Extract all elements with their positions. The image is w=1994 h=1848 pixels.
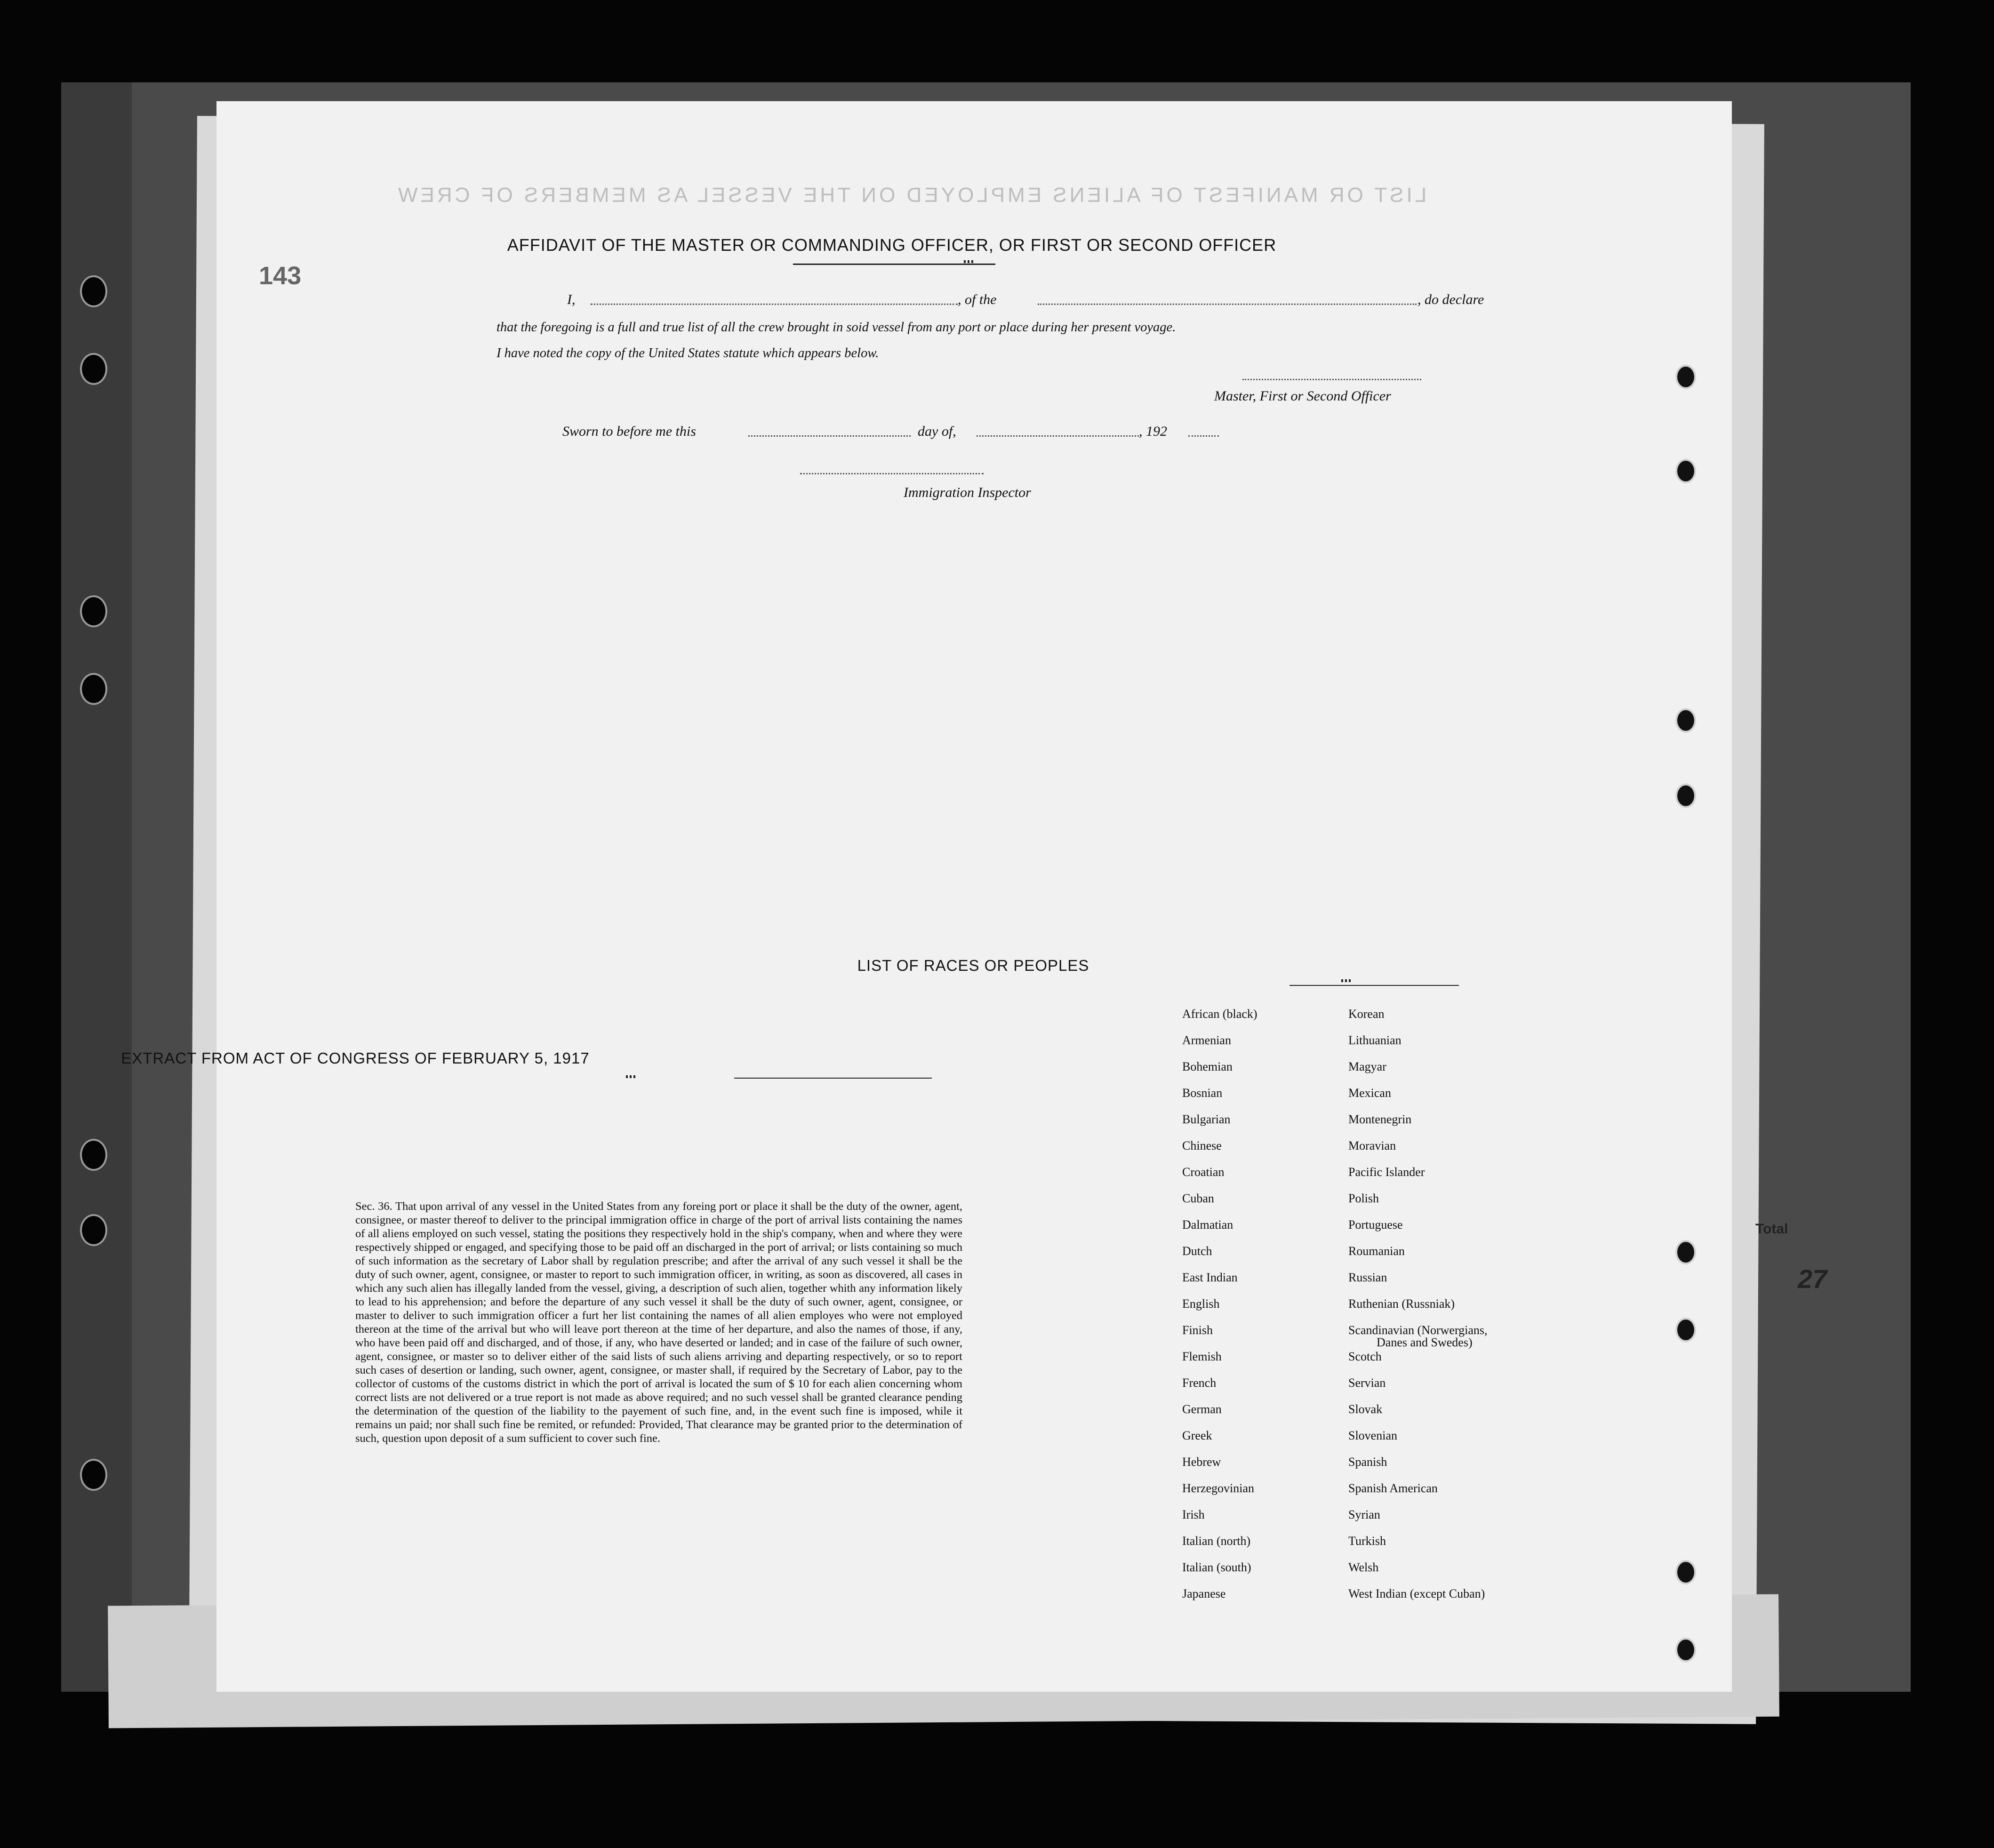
- signature-blank: [1242, 379, 1421, 380]
- binder-hole: [1675, 708, 1696, 733]
- race-item: Mexican: [1348, 1086, 1391, 1100]
- race-item: Montenegrin: [1348, 1112, 1412, 1126]
- binder-hole: [80, 353, 107, 385]
- race-item: Hebrew: [1182, 1455, 1221, 1469]
- race-item: African (black): [1182, 1007, 1257, 1021]
- affidavit-title: AFFIDAVIT OF THE MASTER OR COMMANDING OFFICER, OR FIRST OR SECOND OFFICER: [507, 235, 1277, 255]
- title-dots: [964, 260, 973, 263]
- binder-hole: [1675, 1318, 1696, 1342]
- binder-hole: [1675, 365, 1696, 389]
- race-item: Portuguese: [1348, 1218, 1403, 1232]
- race-item: English: [1182, 1297, 1220, 1311]
- extract-title-rule: [734, 1078, 932, 1079]
- race-item: Slovak: [1348, 1402, 1383, 1416]
- race-item: Welsh: [1348, 1560, 1379, 1574]
- race-item: Lithuanian: [1348, 1033, 1401, 1047]
- race-item: Pacific Islander: [1348, 1165, 1425, 1179]
- total-label: Total: [1755, 1221, 1788, 1237]
- race-item: Bohemian: [1182, 1060, 1233, 1073]
- race-item: Scotch: [1348, 1350, 1382, 1363]
- race-item: Russian: [1348, 1271, 1387, 1284]
- race-item: Bulgarian: [1182, 1112, 1231, 1126]
- affidavit-statement: that the foregoing is a full and true list of all the crew brought in soid vessel from any port or place during her present voyage.: [496, 320, 1176, 335]
- binder-hole: [1675, 1560, 1696, 1584]
- race-item: West Indian (except Cuban): [1348, 1587, 1485, 1600]
- race-item: Danes and Swedes): [1377, 1336, 1473, 1349]
- binder-hole: [80, 275, 107, 307]
- race-item: Chinese: [1182, 1139, 1222, 1152]
- sworn-day-of: day of,: [918, 424, 956, 439]
- vessel-name-blank: [1038, 304, 1417, 305]
- affidavit-page: [121, 101, 1732, 1692]
- race-item: Roumanian: [1348, 1244, 1405, 1258]
- sworn-month-blank: [977, 435, 1139, 437]
- ghost-manifest-title: LIST OR MANIFEST OF ALIENS EMPLOYED ON THE VESSEL AS MEMBERS OF CREW: [395, 184, 1427, 207]
- extract-body: Sec. 36. That upon arrival of any vessel in the United States from any foreing port or place it shall be the duty of the owner, agent, consignee, or master thereof to deliver to the principal immigration office in charge of the port of arrival lists containing the names of all aliens employed on such vessel, stating the positions they respectively hold in the ship's company, when and where they were respectively shipped or engaged, and specifying those to be paid off an discharged in the port of arrival; or lists containing so much of such information as the secretary of Labor shall by regulation prescribe; and after the arrival of any such vessel it shall be the duty of such owner, agent, consignee, or master to report to such immigration officer, in writing, as soon as discovered, all cases in which any such alien has illegally landed from the vessel, giving, a description of such alien, together whith any information likely to lead to his apprehension; and before the departure of any such vessel it shall be the duty of such owner, agent, consignee, or master to deliver to such immigration officer a furt her list containing the names of all alien employes who were not employed thereon at the time of the arrival but who will leave port thereon at the time of her departure, and also the names of those, if any, who have been paid off and discharged, and of those, if any, who have deserted or landed; and in case of the failure of such owner, agent, consignee, or master so to deliver either of the said lists of such aliens arriving and departing respectively, or so to report such cases of desertion or landing, such owner, agent, consignee, or master shall, if required by the Secretary of Labor, pay to the collector of customs of the customs district in which the port of arrival is located the sum of $ 10 for each alien concerning whom correct lists are not delivered or a true report is not made as above required; and no such vessel shall be granted clearance pending the determination of the question of the liability to the payement of such fine, and, in the event such fine is imposed, while it remains un paid; nor shall such fine be remited, or refunded: Provided, That clearance may be granted prior to the determination of such, question upon deposit of a sum sufficient to cover such fine.: [355, 1200, 962, 1445]
- affidavit-declare: , do declare: [1417, 292, 1484, 307]
- title-rule: [793, 264, 995, 265]
- binder-hole: [80, 673, 107, 705]
- race-item: Syrian: [1348, 1508, 1380, 1521]
- race-item: Moravian: [1348, 1139, 1396, 1152]
- race-item: Armenian: [1182, 1033, 1231, 1047]
- extract-title-dots: [626, 1075, 635, 1078]
- race-item: French: [1182, 1376, 1217, 1390]
- total-value: 27: [1798, 1264, 1827, 1294]
- races-title-dots: [1341, 979, 1351, 982]
- race-item: Servian: [1348, 1376, 1386, 1390]
- races-title: LIST OF RACES OR PEOPLES: [857, 957, 1089, 974]
- races-title-rule: [1289, 985, 1459, 986]
- binder-hole: [80, 1214, 107, 1246]
- race-item: East Indian: [1182, 1271, 1238, 1284]
- sworn-year: , 192: [1139, 424, 1167, 439]
- sworn-day-blank: [748, 435, 911, 437]
- race-item: Italian (north): [1182, 1534, 1251, 1548]
- affidavit-statute-note: I have noted the copy of the United States statute which appears below.: [496, 346, 879, 360]
- race-item: Polish: [1348, 1192, 1379, 1205]
- race-item: Greek: [1182, 1429, 1212, 1442]
- race-item: Dutch: [1182, 1244, 1212, 1258]
- binder-hole: [80, 1139, 107, 1171]
- race-item: Korean: [1348, 1007, 1385, 1021]
- race-item: Scandinavian (Norwergians,: [1348, 1323, 1488, 1337]
- inspector-signature-blank: [800, 473, 984, 474]
- race-item: Spanish American: [1348, 1481, 1438, 1495]
- binder-hole: [1675, 1638, 1696, 1662]
- affidavit-of-the: , of the: [958, 292, 997, 307]
- race-item: Japanese: [1182, 1587, 1226, 1600]
- races-right-column: [1348, 1007, 1488, 1613]
- race-item: Bosnian: [1182, 1086, 1223, 1100]
- race-item: Spanish: [1348, 1455, 1387, 1469]
- binder-spine: [61, 82, 132, 1692]
- race-item: Turkish: [1348, 1534, 1386, 1548]
- race-item: Herzegovinian: [1182, 1481, 1255, 1495]
- race-item: Cuban: [1182, 1192, 1214, 1205]
- race-item: Irish: [1182, 1508, 1205, 1521]
- race-item: Magyar: [1348, 1060, 1386, 1073]
- binder-hole: [1675, 459, 1696, 483]
- race-item: Croatian: [1182, 1165, 1225, 1179]
- binder-hole: [80, 1459, 107, 1491]
- race-item: Ruthenian (Russniak): [1348, 1297, 1455, 1311]
- signature-caption: Master, First or Second Officer: [1214, 388, 1391, 404]
- race-item-continuation: [1377, 1336, 1473, 1362]
- race-item: German: [1182, 1402, 1222, 1416]
- race-item: Dalmatian: [1182, 1218, 1233, 1232]
- master-name-blank: [591, 304, 958, 305]
- extract-title: EXTRACT FROM ACT OF CONGRESS OF FEBRUARY 5, 1917: [121, 1049, 590, 1067]
- binder-hole: [1675, 784, 1696, 808]
- race-item: Slovenian: [1348, 1429, 1397, 1442]
- inspector-caption: Immigration Inspector: [904, 485, 1031, 500]
- page-number: 143: [259, 262, 302, 290]
- affidavit-i: I,: [567, 292, 576, 307]
- sworn-prefix: Sworn to before me this: [562, 424, 696, 439]
- binder-hole: [80, 595, 107, 627]
- race-item: Flemish: [1182, 1350, 1222, 1363]
- race-item: Italian (south): [1182, 1560, 1251, 1574]
- sworn-year-blank: [1188, 435, 1219, 437]
- race-item: Finish: [1182, 1323, 1213, 1337]
- binder-hole: [1675, 1240, 1696, 1264]
- races-left-column: [1182, 1007, 1257, 1613]
